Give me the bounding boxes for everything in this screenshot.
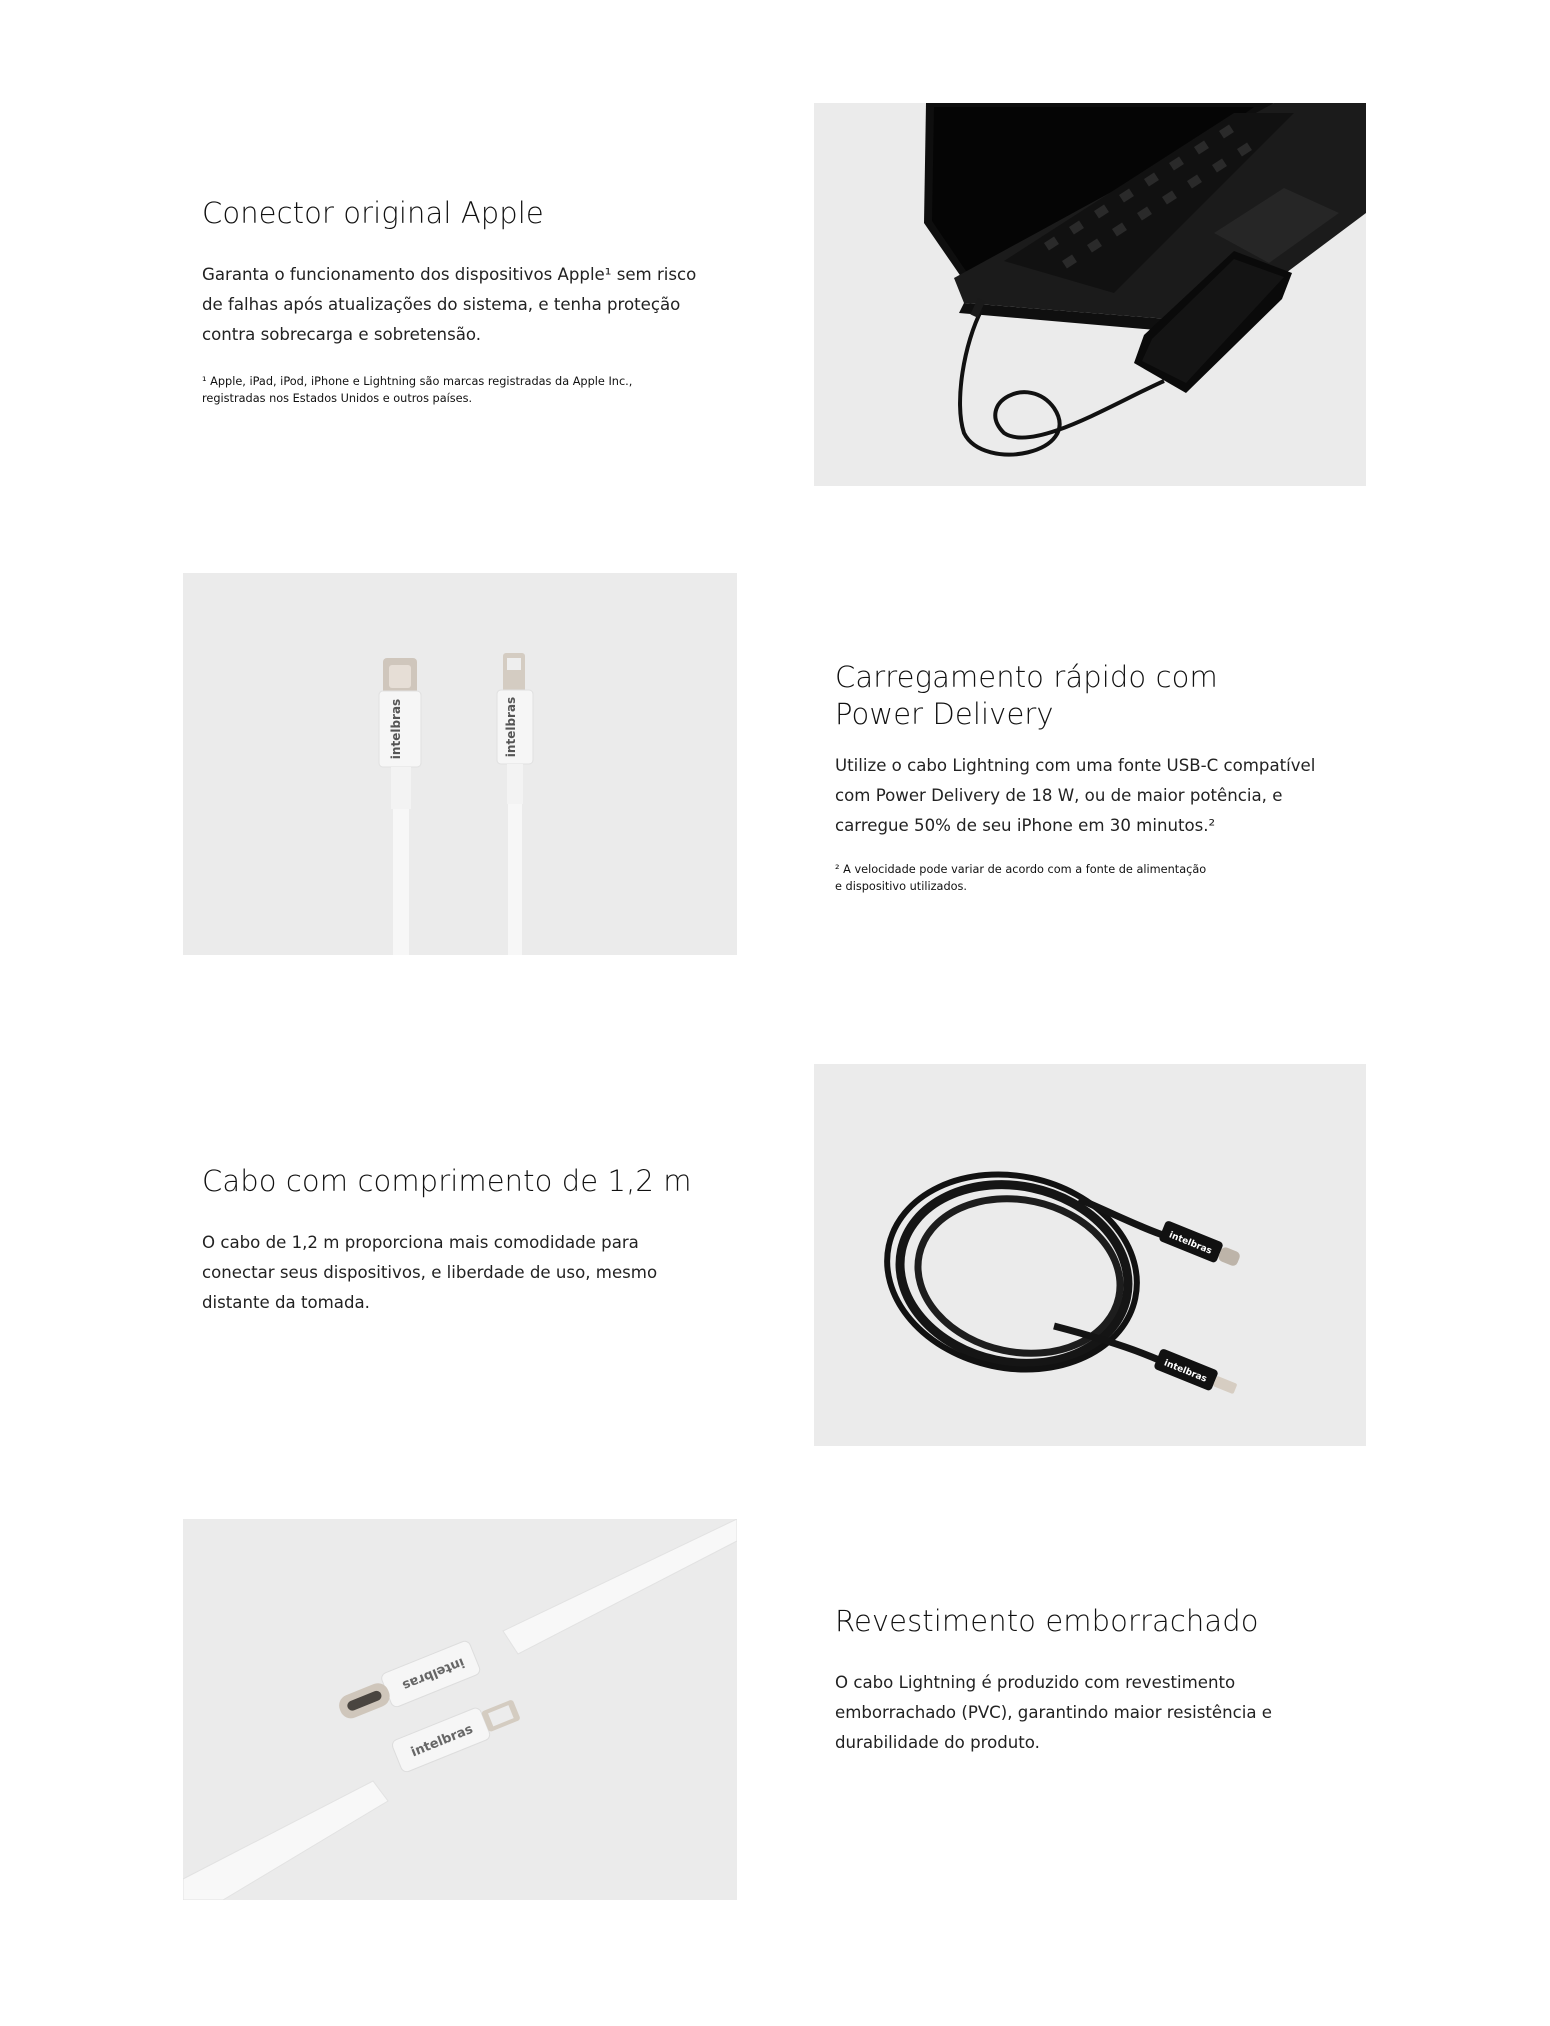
svg-text:intelbras: intelbras xyxy=(504,696,518,758)
section-3-title-block xyxy=(202,1163,722,1200)
footnote-line: ¹ Apple, iPad, iPod, iPhone e Lightning são marcas registradas da Apple Inc., xyxy=(202,375,633,388)
section-title-line: Carregamento rápido com xyxy=(835,660,1218,694)
body-line: emborrachado (PVC), garantindo maior resistência e xyxy=(835,1703,1272,1722)
section-2-title-block xyxy=(835,659,1355,733)
body-line: distante da tomada. xyxy=(202,1293,370,1312)
footnote-line: ² A velocidade pode variar de acordo com a fonte de alimentação xyxy=(835,863,1207,876)
svg-text:intelbras: intelbras xyxy=(1167,1230,1214,1257)
section-1-body xyxy=(202,260,722,350)
brand-logo: intelbras xyxy=(389,698,403,760)
svg-text:intelbras: intelbras xyxy=(400,1654,467,1693)
image-white-connectors-diagonal xyxy=(183,1519,737,1900)
image-white-connectors-upright xyxy=(183,573,737,955)
section-1-footnote xyxy=(202,373,722,407)
section-4-body xyxy=(835,1668,1355,1758)
image-black-cable-coil xyxy=(814,1064,1366,1446)
footnote-line: e dispositivo utilizados. xyxy=(835,880,968,893)
section-2-footnote xyxy=(835,861,1355,895)
laptop-phone-illustration xyxy=(814,103,1366,486)
section-2-body xyxy=(835,751,1355,841)
body-line: contra sobrecarga e sobretensão. xyxy=(202,325,482,344)
svg-text:intelbras: intelbras xyxy=(1162,1358,1209,1385)
coiled-black-cable-illustration xyxy=(814,1064,1366,1446)
section-title-line: Power Delivery xyxy=(835,697,1054,731)
svg-text:intelbras: intelbras xyxy=(408,1721,476,1761)
section-3-body xyxy=(202,1228,722,1318)
section-title: Cabo com comprimento de 1,2 m xyxy=(202,1164,692,1198)
image-laptop-iphone-cable xyxy=(814,103,1366,486)
footnote-line: registradas nos Estados Unidos e outros países. xyxy=(202,392,473,405)
body-line: O cabo Lightning é produzido com revestimento xyxy=(835,1673,1236,1692)
body-line: conectar seus dispositivos, e liberdade de uso, mesmo xyxy=(202,1263,658,1282)
body-line: durabilidade do produto. xyxy=(835,1733,1040,1752)
section-1-title-block xyxy=(202,195,722,232)
section-4-title-block xyxy=(835,1603,1355,1640)
section-title: Revestimento emborrachado xyxy=(835,1604,1259,1638)
body-line: carregue 50% de seu iPhone em 30 minutos.² xyxy=(835,816,1216,835)
body-line: com Power Delivery de 18 W, ou de maior potência, e xyxy=(835,786,1283,805)
body-line: de falhas após atualizações do sistema, e tenha proteção xyxy=(202,295,681,314)
body-line: Utilize o cabo Lightning com uma fonte USB-C compatível xyxy=(835,756,1316,775)
body-line: O cabo de 1,2 m proporciona mais comodidade para xyxy=(202,1233,639,1252)
white-cable-closeup-illustration xyxy=(183,1519,737,1900)
body-line: Garanta o funcionamento dos dispositivos Apple¹ sem risco xyxy=(202,265,697,284)
section-title: Conector original Apple xyxy=(202,196,544,230)
white-cable-connectors-illustration xyxy=(183,573,737,955)
